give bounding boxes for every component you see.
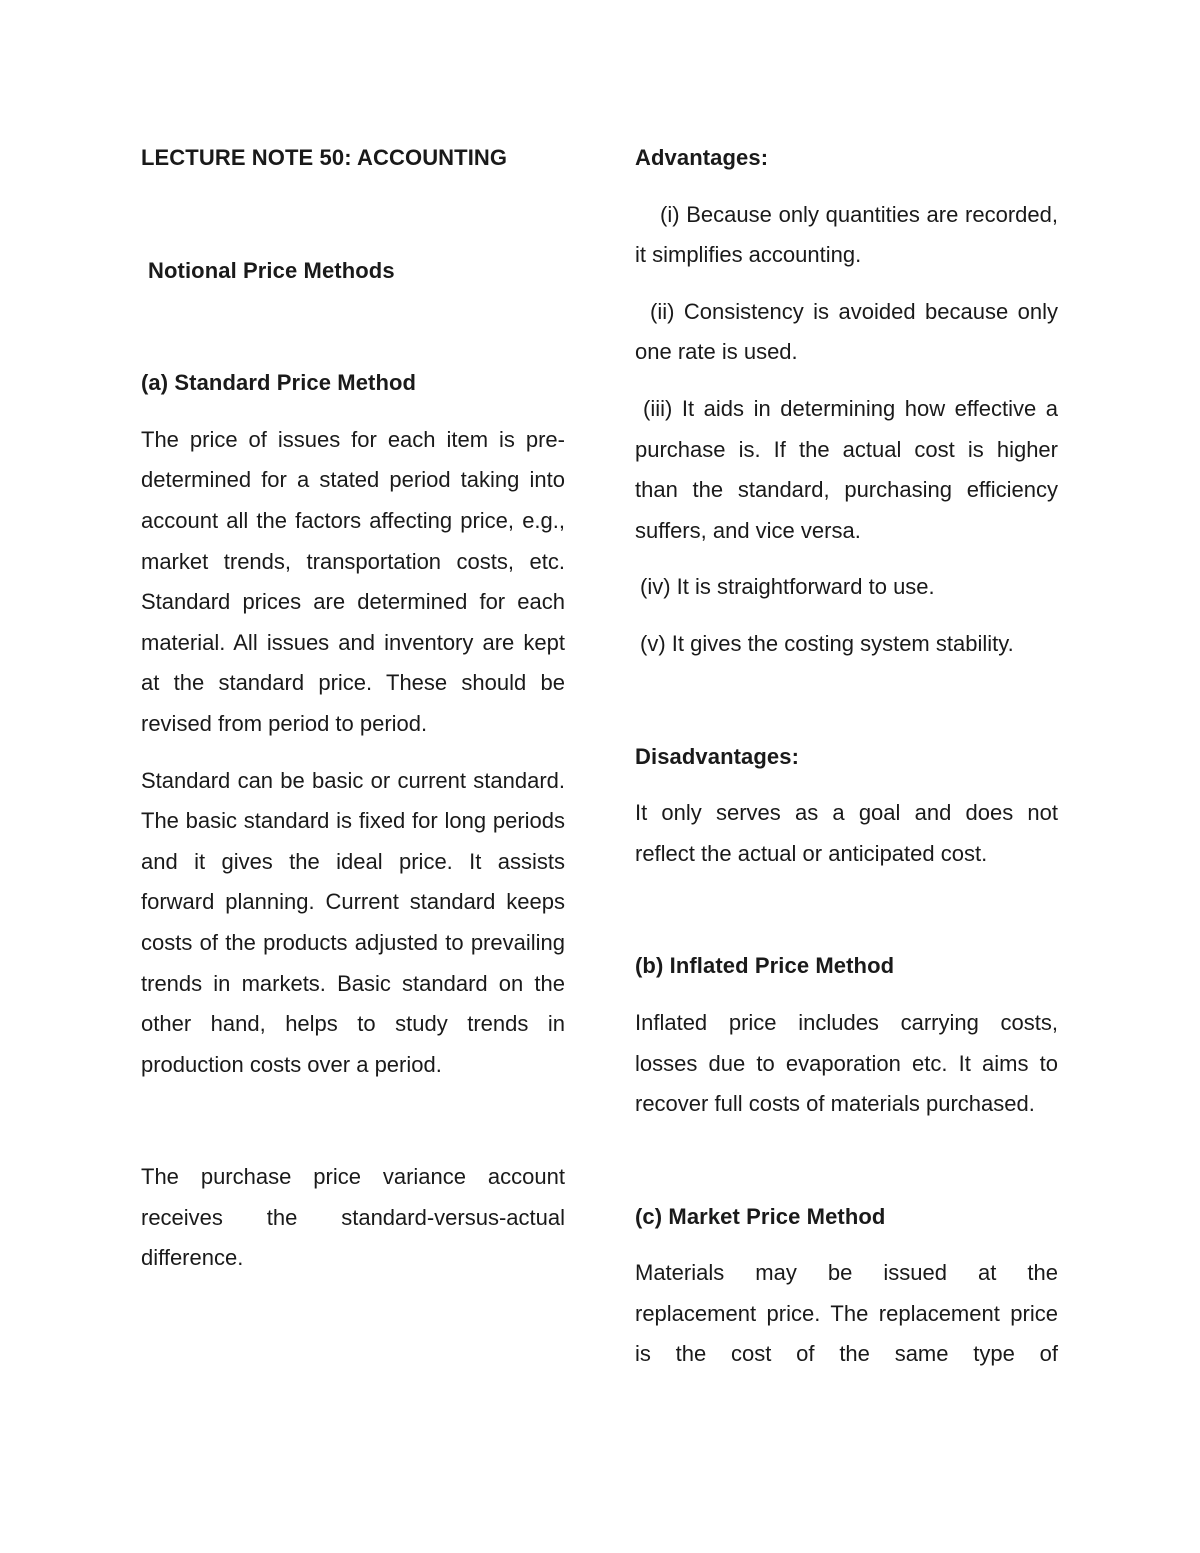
subheading-standard-price: (a) Standard Price Method [141, 370, 417, 396]
advantage-item-3: (iii) It aids in determining how effective a purchase is. If the actual cost is higher than the standard, purchasing efficiency suffers, and vice versa. [635, 395, 1058, 543]
disadvantages-heading: Disadvantages: [635, 743, 800, 769]
document-title: LECTURE NOTE 50: ACCOUNTING [141, 145, 508, 170]
left-column [141, 138, 565, 1279]
paragraph-standard-price-description: The price of issues for each item is pre-determined for a stated period taking into account all the factors affecting price, e.g., market trends, transportation costs, etc. Standard prices are determined for each material. All issues and inventory are kept at the standard price. These should be revised from period to period. [141, 426, 565, 736]
subheading-inflated-price: (b) Inflated Price Method [635, 953, 895, 979]
advantages-heading: Advantages: [635, 145, 769, 170]
advantage-item-4: (iv) It is straightforward to use. [640, 574, 935, 600]
advantage-item-2: (ii) Consistency is avoided because only one rate is used. [635, 298, 1058, 365]
section-heading-notional-price: Notional Price Methods [148, 257, 395, 283]
advantage-item-5: (v) It gives the costing system stability. [640, 630, 1014, 656]
paragraph-market-price: Materials may be issued at the replacement price. The replacement price is the cost of the same type of [635, 1260, 1058, 1367]
paragraph-inflated-price: Inflated price includes carrying costs, losses due to evaporation etc. It aims to recover full costs of materials purchased. [635, 1009, 1058, 1117]
paragraph-basic-current-standard: Standard can be basic or current standard. The basic standard is fixed for long periods and it gives the ideal price. It assists forward planning. Current standard keeps costs of the products adjusted to prevailing trends in markets. Basic standard on the other hand, helps to study trends in production costs over a period. [141, 767, 565, 1077]
subheading-market-price: (c) Market Price Method [635, 1203, 886, 1229]
advantage-item-1: (i) Because only quantities are recorded, it simplifies accounting. [635, 201, 1058, 268]
right-column [635, 138, 1058, 1375]
disadvantage-text: It only serves as a goal and does not reflect the actual or anticipated cost. [635, 800, 1058, 866]
paragraph-purchase-price-variance: The purchase price variance account receives the standard-versus-actual difference. [141, 1164, 565, 1271]
